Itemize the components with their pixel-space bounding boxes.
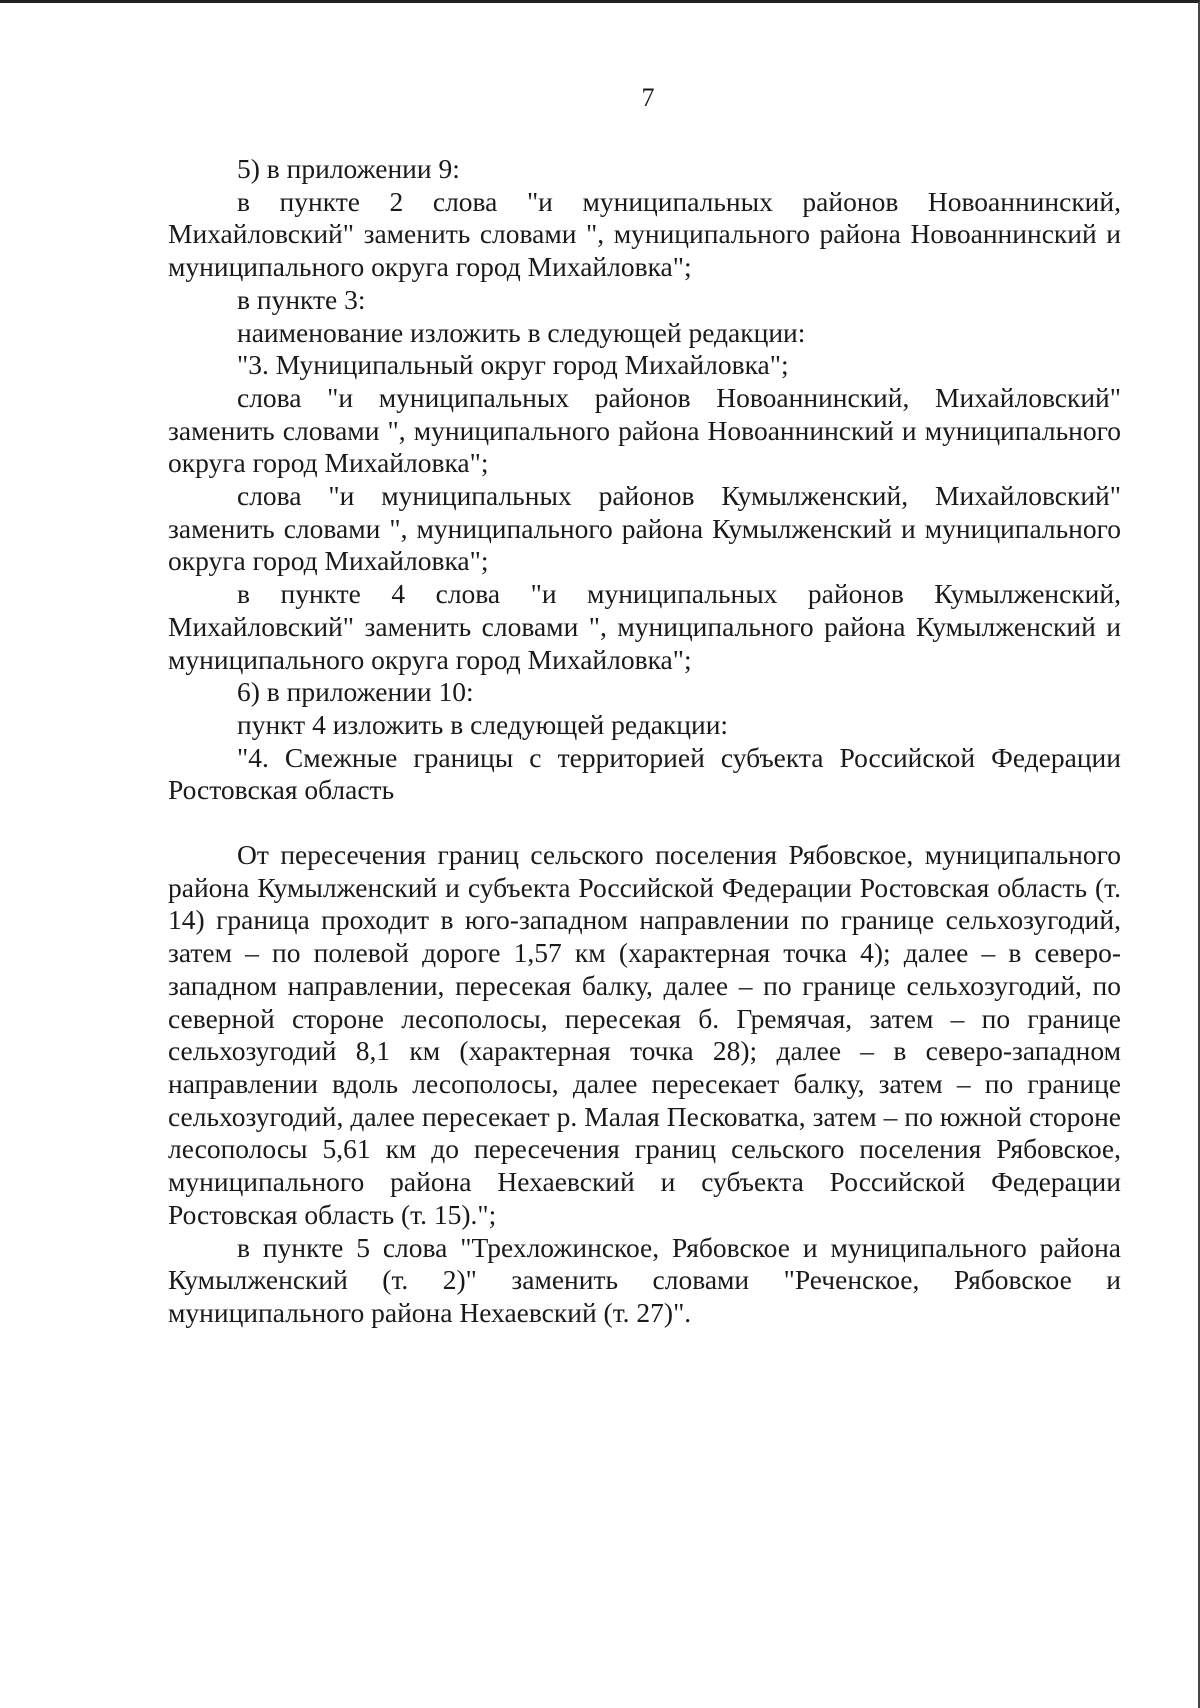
paragraph-replace-novoanninsky: слова "и муниципальных районов Новоаннинский, Михайловский" заменить словами ", муниципального района Новоаннинский и муниципального округа город Михайловка";: [168, 381, 1121, 479]
paragraph-border-description: От пересечения границ сельского поселения Рябовское, муниципального района Кумылженский и субъекта Российской Федерации Ростовская область (т. 14) граница проходит в юго-западном направлении по границе сельхозугодий, затем – по полевой дороге 1,57 км (характерная точка 4); далее – в северо-западном направлении, пересекая балку, далее – по границе сельхозугодий, по северной стороне лесополосы, пересекая б. Гремячая, затем – по границе сельхозугодий 8,1 км (характерная точка 28); далее – в северо-западном направлении вдоль лесополосы, далее пересекает балку, затем – по границе сельхозугодий, далее пересекает р. Малая Песковатка, затем – по южной стороне лесополосы 5,61 км до пересечения границ сельского поселения Рябовское, муниципального района Нехаевский и субъекта Российской Федерации Ростовская область (т. 15).";: [168, 839, 1121, 1230]
paragraph-item-5: 5) в приложении 9:: [237, 153, 460, 184]
page-number: 7: [641, 83, 655, 112]
paragraph-item6-point5: в пункте 5 слова "Трехложинское, Рябовское и муниципального района Кумылженский (т. 2)" заменить словами "Реченское, Рябовское и муниципального района Нехаевский (т. 27)".: [168, 1231, 1121, 1328]
paragraph-item5-point3: в пункте 3:: [237, 283, 366, 315]
paragraph-replace-kumylzhensky: слова "и муниципальных районов Кумылженский, Михайловский" заменить словами ", муниципального района Кумылженский и муниципального округа город Михайловка";: [168, 480, 1121, 577]
paragraph-name-edit: наименование изложить в следующей редакции:: [237, 316, 806, 348]
paragraph-new-name: "3. Муниципальный округ город Михайловка";: [237, 349, 789, 381]
paragraph-borders-heading: "4. Смежные границы с территорией субъекта Российской Федерации Ростовская область: [168, 741, 1121, 806]
paragraph-item5-point4: в пункте 4 слова "и муниципальных районов Кумылженский, Михайловский" заменить словами ", муниципального района Кумылженский и муниципального округа город Михайловка";: [168, 578, 1121, 675]
paragraph-item-6: 6) в приложении 10:: [237, 676, 474, 708]
paragraph-item6-point4: пункт 4 изложить в следующей редакции:: [237, 708, 729, 740]
paragraph-item5-point2: в пункте 2 слова "и муниципальных районов Новоаннинский, Михайловский" заменить словами ", муниципального района Новоаннинский и муниципального округа город Михайловка";: [168, 185, 1121, 283]
document-body: [168, 153, 1121, 1330]
paragraph-gap: [168, 807, 1121, 839]
